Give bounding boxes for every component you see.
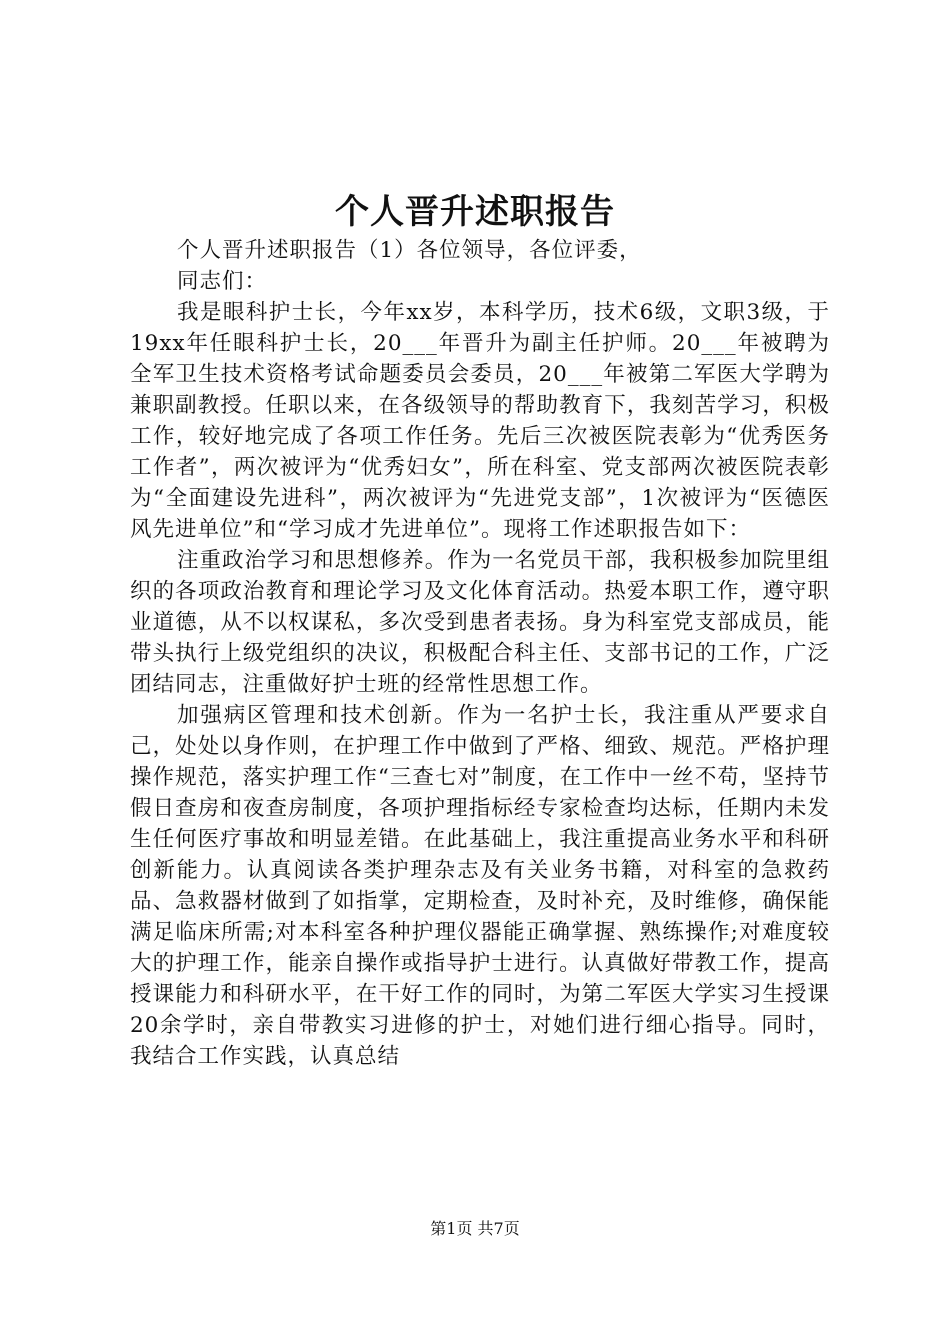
paragraph-greeting: 同志们： [177,269,268,294]
paragraph-introduction: 我是眼科护士长，今年xx岁，本科学历，技术6级，文职3级，于19xx年任眼科护士长，20___年晋升为副主任护师。20___年被聘为全军卫生技术资格考试命题委员会委员，20___年被第二军医大学聘为兼职副教授。任职以来，在各级领导的帮助教育下，我刻苦学习，积极工作，较好地完成了各项工作任务。先后三次被医院表彰为“优秀医务工作者”，两次被评为“优秀妇女”，所在科室、党支部两次被医院表彰为“全面建设先进科”，两次被评为“先进党支部”，1次被评为“医德医风先进单位”和“学习成才先进单位”。现将工作述职报告如下： [130,300,830,542]
paragraph-political-study: 注重政治学习和思想修养。作为一名党员干部，我积极参加院里组织的各项政治教育和理论学习及文化体育活动。热爱本职工作，遵守职业道德，从不以权谋私，多次受到患者表扬。身为科室党支部成员，能带头执行上级党组织的决议，积极配合科主任、支部书记的工作，广泛团结同志，注重做好护士班的经常性思想工作。 [130,548,830,697]
paragraph-salutation: 个人晋升述职报告（1）各位领导，各位评委， [177,238,642,263]
page-footer: 第1页 共7页 [430,1219,520,1238]
document-body [130,235,830,1072]
document-title: 个人晋升述职报告 [335,192,615,232]
paragraph-ward-management: 加强病区管理和技术创新。作为一名护士长，我注重从严要求自己，处处以身作则，在护理工作中做到了严格、细致、规范。严格护理操作规范，落实护理工作“三查七对”制度，在工作中一丝不苟，坚持节假日查房和夜查房制度，各项护理指标经专家检查均达标，任期内未发生任何医疗事故和明显差错。在此基础上，我注重提高业务水平和科研创新能力。认真阅读各类护理杂志及有关业务书籍，对科室的急救药品、急救器材做到了如指掌，定期检查，及时补充，及时维修，确保能满足临床所需;对本科室各种护理仪器能正确掌握、熟练操作;对难度较大的护理工作，能亲自操作或指导护士进行。认真做好带教工作，提高授课能力和科研水平，在干好工作的同时，为第二军医大学实习生授课20余学时，亲自带教实习进修的护士，对她们进行细心指导。同时，我结合工作实践，认真总结 [130,703,830,1069]
